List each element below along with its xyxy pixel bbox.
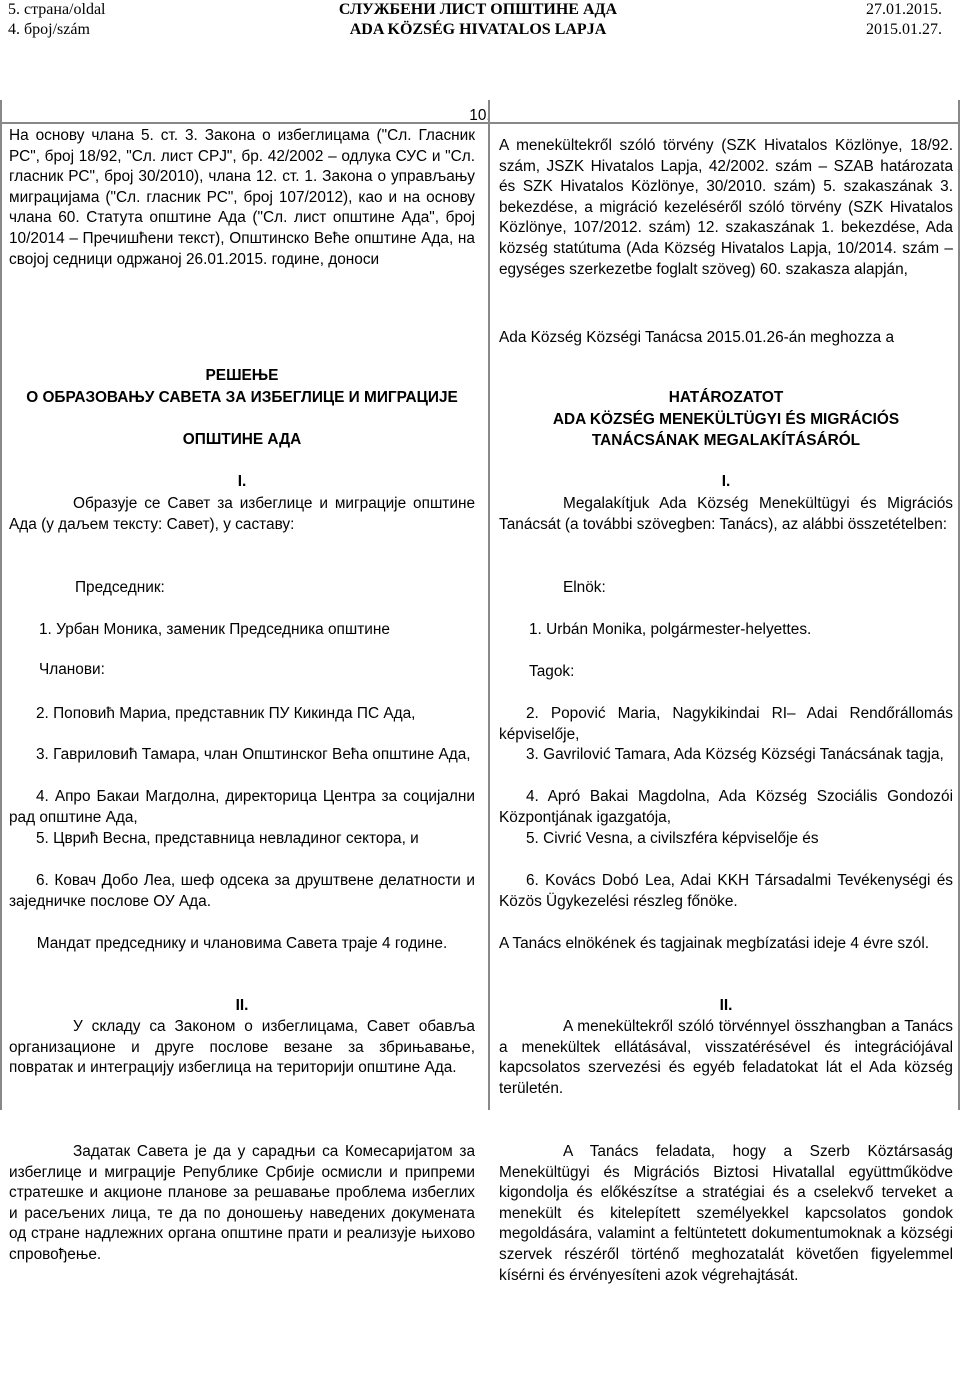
hu-mandate: A Tanács elnökének és tagjainak megbízatási ideje 4 évre szól.: [499, 935, 930, 952]
hu-chair-label: Elnök:: [563, 579, 606, 596]
sr-section-1: I.: [237, 473, 247, 490]
header-issue-label: 4. број/szám: [8, 21, 90, 38]
header-date-hu: 2015.01.27.: [866, 21, 942, 38]
sr-section-2-text: У складу са Законом о избеглицама, Савет обавља организационе и друге послове везане за збрињавање, повратак и интеграцију избеглица на територији општине Ада.: [9, 1018, 475, 1077]
sr-mandate: Мандат председнику и члановима Савета траје 4 године.: [36, 935, 448, 952]
sr-title-municipality: ОПШТИНЕ АДА: [182, 431, 302, 448]
sr-member-2: 2. Поповић Мариа, представник ПУ Кикинда ПС Ада,: [36, 705, 416, 722]
header-title-sr: СЛУЖБЕНИ ЛИСТ ОПШТИНЕ АДА: [338, 1, 618, 18]
sr-member-4: 4. Апро Бакаи Магдолна, директорица Центра за социјални рад општине Ада,: [9, 788, 475, 826]
sr-section-1-text: Образује се Савет за избеглице и миграције општине Ада (у даљем тексту: Савет), у саставу:: [9, 495, 475, 533]
hu-member-2: 2. Popović Maria, Nagykikindai RI– Adai Rendőrállomás képviselője,: [499, 705, 953, 743]
sr-task: Задатак Савета је да у сарадњи са Комесаријатом за избеглице и миграције Републике Србије осмисли и припреми стратешке и акционе планове за решавање проблема избеглих и расељених лица, те да по доношењу наведених докумената од стране надлежних органа општине прати и реализује њихово спровођење.: [9, 1143, 475, 1263]
hu-member-5: 5. Civrić Vesna, a civilszféra képviselője és: [526, 830, 819, 847]
hu-title-decision: HATÁROZATOT: [668, 389, 784, 406]
hu-title-subject: ADA KÖZSÉG MENEKÜLTÜGYI ÉS MIGRÁCIÓS TANÁCSÁNAK MEGALAKÍTÁSÁRÓL: [552, 411, 900, 449]
sr-preamble: На основу члана 5. ст. 3. Закона о избеглицама ("Сл. Гласник РС", број 18/92, "Сл. лист СРЈ", бр. 42/2002 – одлука СУС и "Сл. гласник РС", број 30/2010), члана 12. ст. 1. Закона о управљању миграцијама ("Сл. гласник РС", број 107/2012), као и на основу члана 60. Статута општине Ада ("Сл. лист општине Ада", број 10/2014 – Пречишћени текст), Општинско Веће општине Ада, на својој седници одржаној 26.01.2015. године, доноси: [9, 127, 475, 268]
frame-top-rule: [0, 122, 960, 124]
header-page-label: 5. страна/oldal: [8, 1, 106, 18]
sr-section-2: II.: [235, 997, 249, 1014]
header-right: [866, 0, 942, 40]
page-number: 10.: [469, 107, 491, 124]
hu-chair: 1. Urbán Monika, polgármester-helyettes.: [529, 621, 812, 638]
header-left: [8, 0, 106, 40]
hu-section-1: I.: [721, 473, 731, 490]
hu-member-4: 4. Apró Bakai Magdolna, Ada Község Szociális Gondozói Központjának igazgatója,: [499, 788, 953, 826]
hu-preamble: A menekültekről szóló törvény (SZK Hivatalos Közlönye, 18/92. szám, JSZK Hivatalos Lapja, 42/2002. szám – SZAB határozata és SZK Hivatalos Közlönye, 30/2010. szám) 5. szakaszának 3. bekezdése, a migráció kezeléséről szóló törvény (SZK Hivatalos Közlönye, 107/2012. szám) 12. szakaszának 1. bekezdése, Ada község statútuma (Ada Község Hivatalos Lapja, 10/2014. szám – egységes szerkezetbe foglalt szöveg) 60. szakasza alapján,: [499, 137, 953, 278]
sr-title-subject: О ОБРАЗОВАЊУ САВЕТА ЗА ИЗБЕГЛИЦЕ И МИГРАЦИЈЕ: [26, 389, 458, 406]
hu-member-3: 3. Gavrilović Tamara, Ada Község Községi Tanácsának tagja,: [526, 746, 944, 763]
sr-chair-label: Председник:: [75, 579, 165, 596]
sr-members-label: Чланови:: [39, 661, 105, 678]
column-divider: [488, 100, 490, 1110]
hu-section-2: II.: [719, 997, 733, 1014]
sr-member-6: 6. Ковач Добо Леа, шеф одсека за друштвене делатности и заједничке послове ОУ Ада.: [9, 872, 475, 910]
hu-member-6: 6. Kovács Dobó Lea, Adai KKH Társadalmi Tevékenységi és Közös Ügykezelési részleg főnöke.: [499, 872, 953, 910]
header-date-sr: 27.01.2015.: [866, 1, 942, 18]
sr-chair: 1. Урбан Моника, заменик Председника општине: [39, 621, 390, 638]
hu-members-label: Tagok:: [529, 663, 575, 680]
header-title-hu: ADA KÖZSÉG HIVATALOS LAPJA: [349, 21, 607, 38]
hu-preamble-2: Ada Község Községi Tanácsa 2015.01.26-án meghozza a: [499, 329, 895, 346]
sr-member-5: 5. Цврић Весна, представница невладиног сектора, и: [36, 830, 419, 847]
sr-member-3: 3. Гавриловић Тамара, члан Општинског Већа општине Ада,: [36, 746, 471, 763]
hu-section-1-text: Megalakítjuk Ada Község Menekültügyi és Migrációs Tanácsát (a további szövegben: Tanács), az alábbi összetételben:: [499, 495, 953, 533]
header-center: [328, 0, 628, 40]
hu-section-2-text: A menekültekről szóló törvénnyel összhangban a Tanács a menekültek ellátásával, visszatérésével és integrációjával kapcsolatos szervezési és egyéb feladatokat lát el Ada község területén.: [499, 1018, 953, 1097]
hu-task: A Tanács feladata, hogy a Szerb Köztársaság Menekültügyi és Migrációs Biztosi Hivatallal együttműködve kigondolja és előkészítse a stratégiai és a cselekvő terveket a menekült és kitelepített személyekkel kapcsolatos gondok megoldására, valamint a feltüntetett dokumentumoknak a községi szervek részéről történő meghozatalát követően figyelemmel kísérni és érvényesíteni azok végrehajtását.: [499, 1143, 953, 1284]
frame-left-rule: [0, 100, 2, 1110]
sr-title-decision: РЕШЕЊЕ: [205, 367, 279, 384]
page-header: [0, 0, 960, 46]
